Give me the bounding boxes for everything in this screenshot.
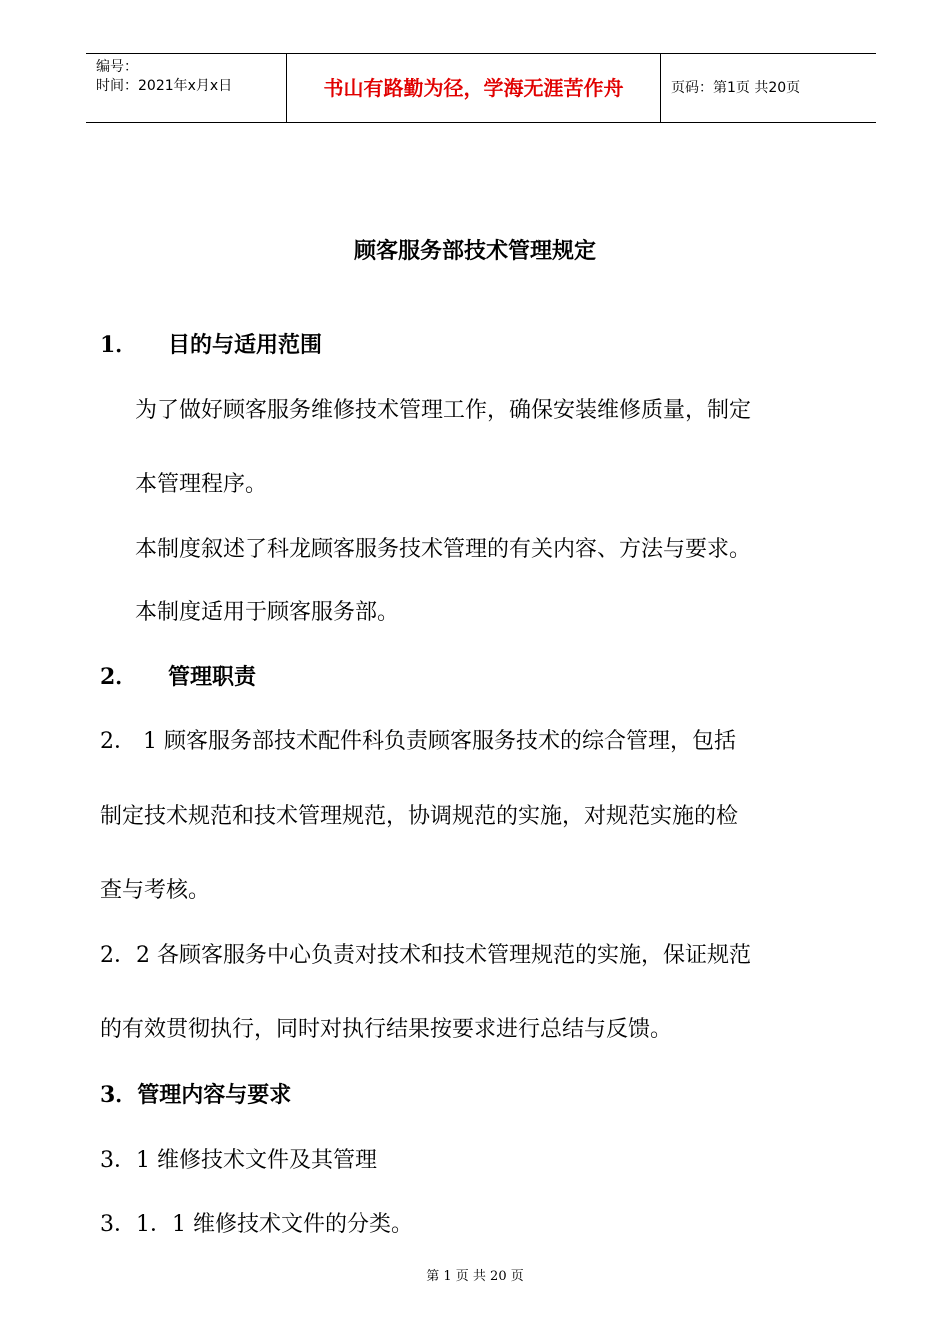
clause-2-2-line-2: 的有效贯彻执行，同时对执行结果按要求进行总结与反馈。 [100, 1017, 673, 1042]
section-3-heading: 3．管理内容与要求 [100, 1082, 292, 1108]
section-2-title: 管理职责 [168, 664, 257, 690]
section-1-heading [100, 330, 322, 360]
page-footer: 第 1 页 共 20 页 [426, 1269, 524, 1284]
clause-2-2-line-1: 2．2 各顾客服务中心负责对技术和技术管理规范的实施，保证规范 [100, 943, 751, 968]
clause-2-1-line-3: 查与考核。 [100, 878, 211, 903]
section-2-number: 2． [100, 664, 138, 690]
paragraph-purpose-line-2: 本管理程序。 [135, 472, 268, 497]
paragraph-purpose-line-1: 为了做好顾客服务维修技术管理工作，确保安装维修质量，制定 [135, 398, 752, 423]
clause-3-1: 3．1 维修技术文件及其管理 [100, 1148, 377, 1173]
header-meta-cell [86, 54, 287, 122]
document-title: 顾客服务部技术管理规定 [353, 238, 596, 264]
section-1-number: 1． [100, 332, 138, 358]
header-page-label: 页码：第1页 共20页 [671, 80, 801, 96]
section-2-heading [100, 662, 256, 692]
paragraph-applicability: 本制度适用于顾客服务部。 [135, 600, 400, 625]
section-1-title: 目的与适用范围 [168, 332, 323, 358]
clause-2-1-line-2: 制定技术规范和技术管理规范，协调规范的实施，对规范实施的检 [100, 804, 739, 829]
clause-3-1-1: 3．1．1 维修技术文件的分类。 [100, 1212, 413, 1237]
paragraph-scope-content: 本制度叙述了科龙顾客服务技术管理的有关内容、方法与要求。 [135, 537, 752, 562]
clause-2-1-line-1: 2． 1 顾客服务部技术配件科负责顾客服务技术的综合管理，包括 [100, 729, 736, 754]
document-time-label: 时间：2021年x月x日 [96, 78, 233, 94]
header-motto: 书山有路勤为径，学海无涯苦作舟 [287, 54, 661, 122]
document-number-label: 编号： [96, 59, 138, 75]
page-header [86, 53, 876, 123]
